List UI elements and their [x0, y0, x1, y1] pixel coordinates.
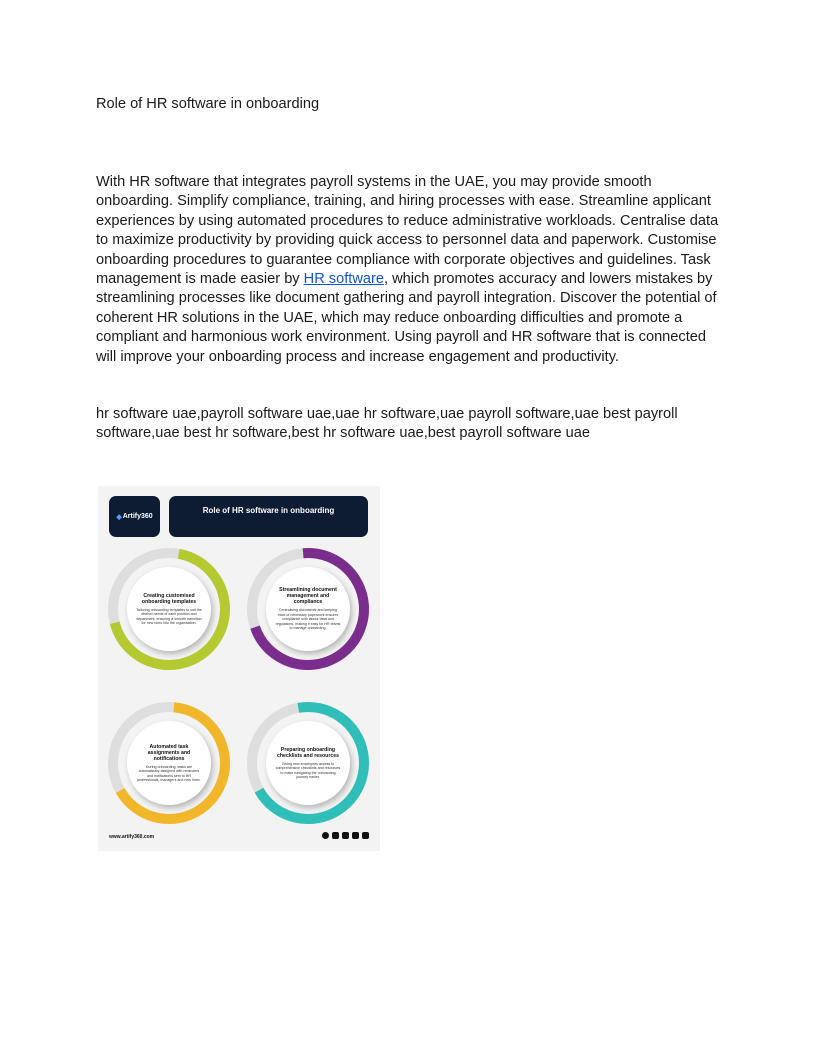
- item-content: [127, 721, 211, 805]
- infographic-header: Role of HR software in onboarding: [169, 496, 368, 537]
- item-heading: Streamlining document management and compliance: [279, 587, 337, 606]
- onboarding-infographic: [98, 486, 380, 851]
- infographic-item: [107, 701, 231, 825]
- item-content: [266, 721, 350, 805]
- item-body: During onboarding, tasks are automatically assigned with reminders and notifications sent to HR professionals, managers and new hires.: [137, 764, 201, 782]
- intro-text-before-link: With HR software that integrates payroll systems in the UAE, you may provide smooth onboarding. Simplify compliance, training, and hiring processes with ease. Streamline applicant experiences by using automated procedures to reduce administrative workloads. Centralise data to maximize productivity by providing quick access to personnel data and paperwork. Customise onboarding procedures to guarantee compliance with corporate objectives and guidelines. Task management is made easier by: [96, 174, 719, 288]
- item-body: Centralising documents and keeping track of necessary paperwork ensures compliance with labour laws and regulations, making it easy for HR teams to manage onboarding.: [275, 608, 341, 631]
- hr-software-link[interactable]: HR software: [303, 271, 384, 288]
- item-body: Tailoring onboarding templates to suit the distinct needs of each position and department, ensuring a smooth transition for new hires into the organisation.: [136, 607, 202, 625]
- brand-logo: [109, 496, 160, 537]
- social-icons: [322, 832, 369, 839]
- facebook-icon: [322, 832, 329, 839]
- item-heading: Preparing onboarding checklists and resources: [277, 746, 339, 759]
- item-body: Giving new employees access to comprehensive checklists and resources to make navigating the onboarding journey easier.: [275, 761, 341, 779]
- keywords-paragraph: hr software uae,payroll software uae,uae hr software,uae payroll software,uae best payroll software,uae best hr software,best hr software uae,best payroll software uae: [96, 406, 678, 442]
- item-content: [127, 567, 211, 651]
- item-heading: Automated task assignments and notifications: [147, 743, 191, 762]
- instagram-icon: [332, 832, 339, 839]
- infographic-item: [246, 701, 370, 825]
- linkedin-icon: [352, 832, 359, 839]
- logo-text: Artify360: [122, 513, 153, 520]
- document-title: Role of HR software in onboarding: [96, 96, 320, 112]
- logo-mark-icon: ◆: [116, 513, 122, 521]
- infographic-item: [107, 547, 231, 671]
- youtube-icon: [362, 832, 369, 839]
- footer-url: www.artify360.com: [109, 834, 155, 840]
- item-content: [266, 567, 350, 651]
- intro-text-after-link: , which promotes accuracy and lowers mistakes by streamlining processes like document gathering and payroll integration. Discover the potential of coherent HR solutions in the UAE, which may reduce onboarding difficulties and promote a compliant and harmonious work environment. Using payroll and HR software that is connected will improve your onboarding process and increase engagement and productivity.: [96, 271, 717, 365]
- twitter-icon: [342, 832, 349, 839]
- intro-paragraph: [96, 173, 721, 367]
- infographic-item: [246, 547, 370, 671]
- item-heading: Creating customised onboarding templates: [141, 592, 197, 605]
